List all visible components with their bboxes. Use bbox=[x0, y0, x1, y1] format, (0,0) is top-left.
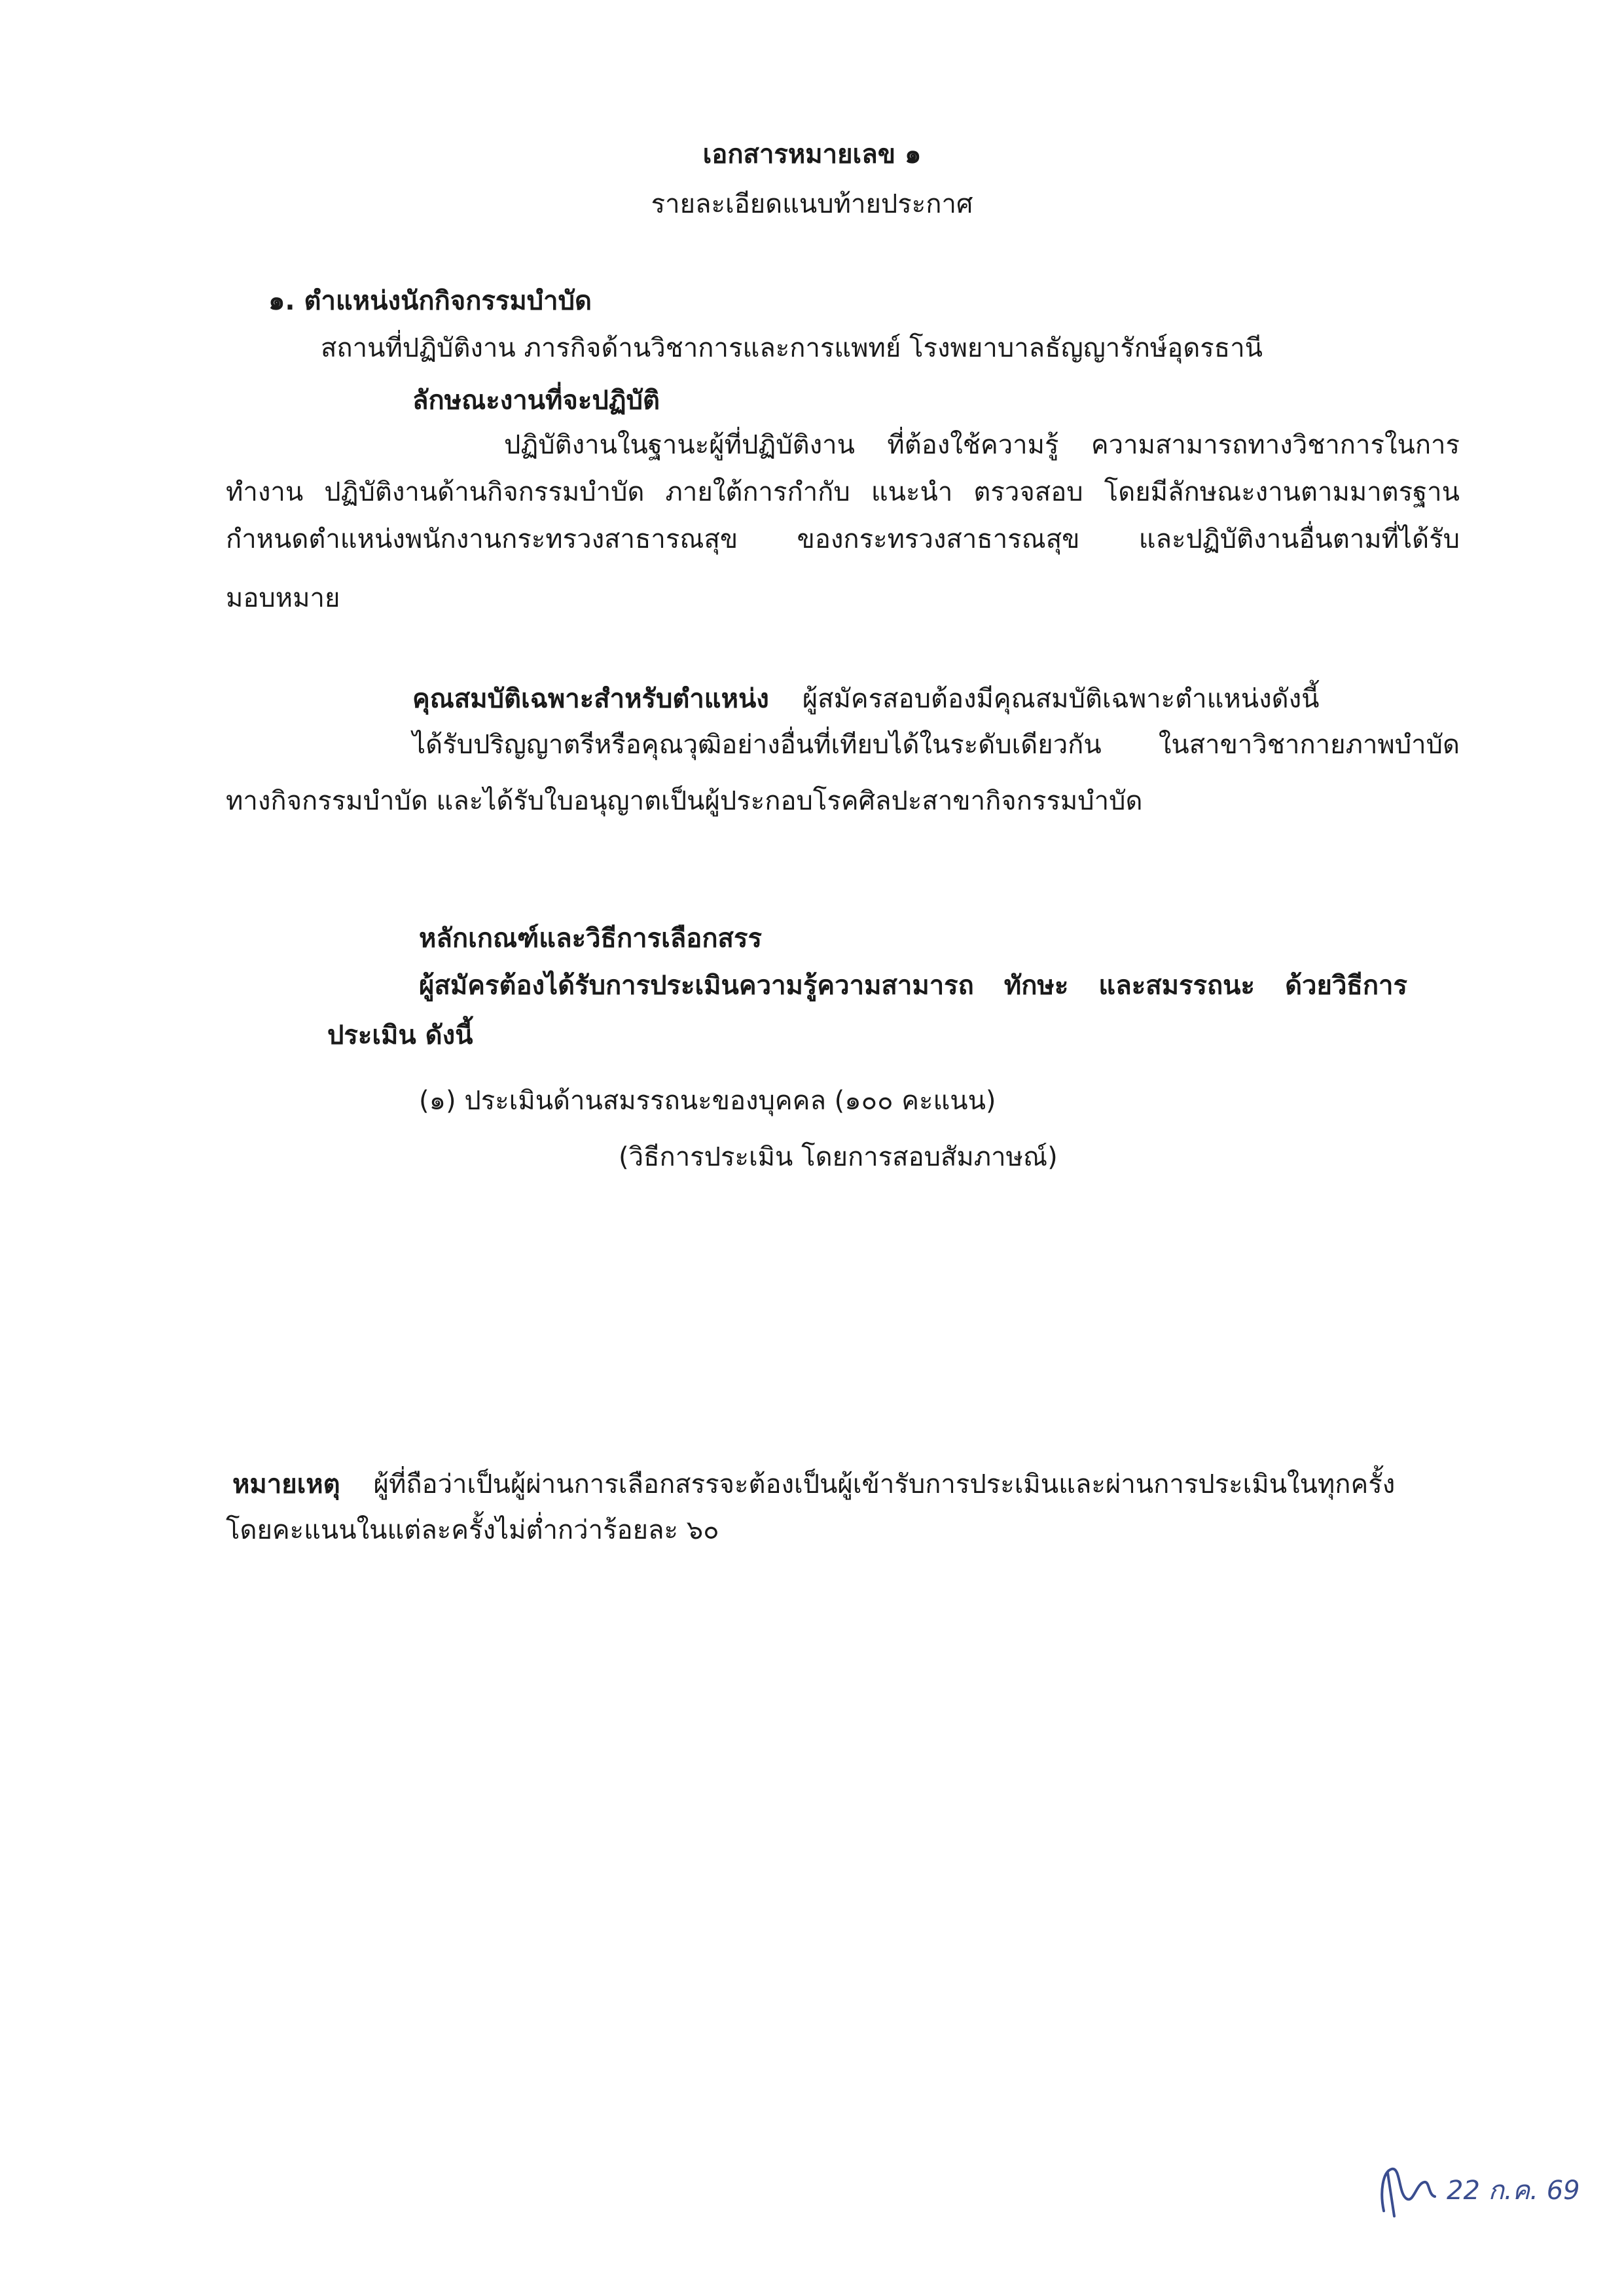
job-line: ปฏิบัติงานในฐานะผู้ที่ปฏิบัติงาน ที่ต้องใช้ความรู้ ความสามารถทางวิชาการในการ bbox=[504, 430, 1460, 460]
job-line: มอบหมาย bbox=[226, 583, 340, 613]
qualification-row bbox=[412, 681, 1319, 717]
qualification-intro: ผู้สมัครสอบต้องมีคุณสมบัติเฉพาะตำแหน่งดังนี้ bbox=[802, 684, 1320, 714]
note-label: หมายเหตุ bbox=[232, 1469, 340, 1499]
criteria-line: ประเมิน ดังนี้ bbox=[327, 1020, 473, 1050]
qualification-heading: คุณสมบัติเฉพาะสำหรับตำแหน่ง bbox=[412, 684, 769, 714]
job-line: กำหนดตำแหน่งพนักงานกระทรวงสาธารณสุข ของกระทรวงสาธารณสุข และปฏิบัติงานอื่นตามที่ได้รับ bbox=[226, 524, 1460, 554]
note-row bbox=[232, 1466, 1395, 1503]
qualification-line: ได้รับปริญญาตรีหรือคุณวุฒิอย่างอื่นที่เทียบได้ในระดับเดียวกัน ในสาขาวิชากายภาพบำบัด bbox=[412, 730, 1460, 760]
assessment-item: (๑) ประเมินด้านสมรรถนะของบุคคล (๑๐๐ คะแนน) bbox=[419, 1086, 996, 1116]
job-line: ทำงาน ปฏิบัติงานด้านกิจกรรมบำบัด ภายใต้การกำกับ แนะนำ ตรวจสอบ โดยมีลักษณะงานตามมาตรฐาน bbox=[226, 477, 1460, 507]
qualification-line: ทางกิจกรรมบำบัด และได้รับใบอนุญาตเป็นผู้ประกอบโรคศิลปะสาขากิจกรรมบำบัด bbox=[226, 786, 1143, 816]
signature-stroke bbox=[1388, 2173, 1394, 2216]
criteria-heading: หลักเกณฑ์และวิธีการเลือกสรร bbox=[419, 924, 762, 954]
job-heading: ลักษณะงานที่จะปฏิบัติ bbox=[412, 386, 660, 416]
document-subtitle: รายละเอียดแนบท้ายประกาศ bbox=[651, 189, 973, 219]
note-text: ผู้ที่ถือว่าเป็นผู้ผ่านการเลือกสรรจะต้องเป็นผู้เข้ารับการประเมินและผ่านการประเมินในทุกครั้ง bbox=[373, 1469, 1396, 1499]
assessment-method: (วิธีการประเมิน โดยการสอบสัมภาษณ์) bbox=[619, 1142, 1058, 1172]
handwritten-signature bbox=[1375, 2153, 1604, 2225]
criteria-line: ผู้สมัครต้องได้รับการประเมินความรู้ความสามารถ ทักษะ และสมรรถนะ ด้วยวิธีการ bbox=[419, 971, 1407, 1001]
workplace-line: สถานที่ปฏิบัติงาน ภารกิจด้านวิชาการและการแพทย์ โรงพยาบาลธัญญารักษ์อุดรธานี bbox=[321, 333, 1263, 363]
section-heading: ๑. ตำแหน่งนักกิจกรรมบำบัด bbox=[268, 286, 592, 316]
note-text: โดยคะแนนในแต่ละครั้งไม่ต่ำกว่าร้อยละ ๖๐ bbox=[226, 1515, 719, 1545]
signature-date-note: 22 ก.ค. 69 bbox=[1447, 2176, 1580, 2206]
document-title: เอกสารหมายเลข ๑ bbox=[702, 139, 922, 170]
